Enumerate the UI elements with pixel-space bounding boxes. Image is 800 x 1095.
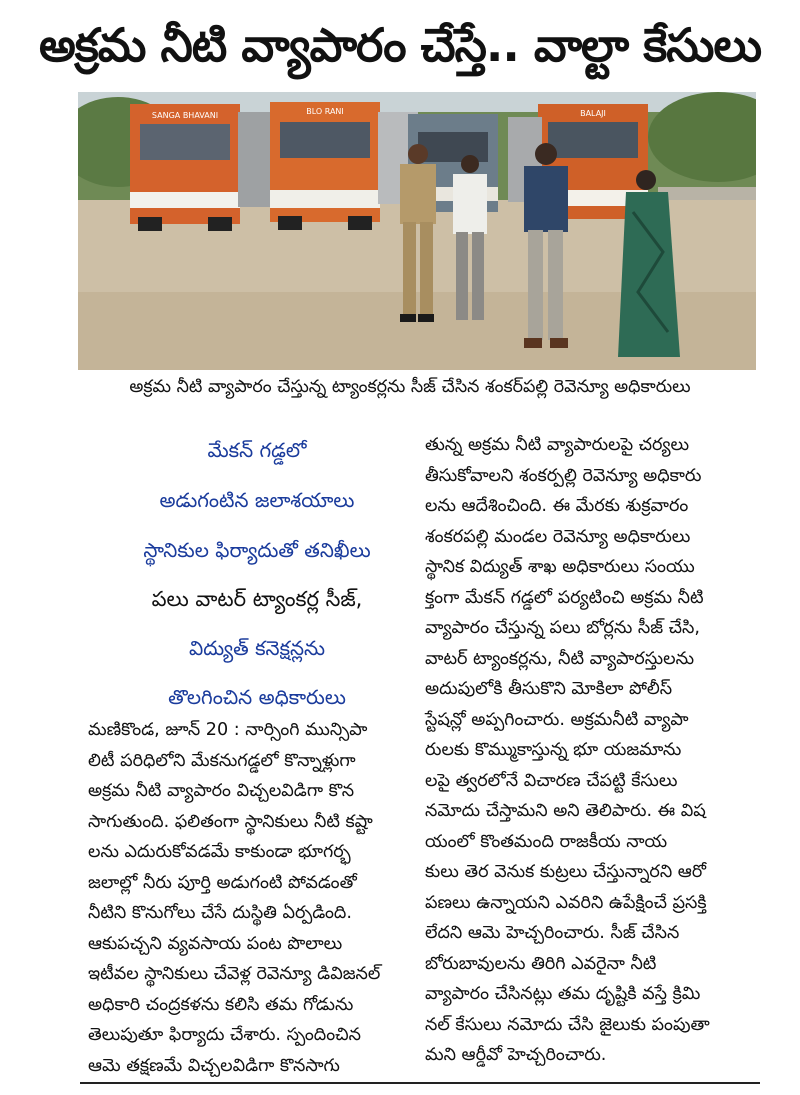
article-column-right: [425, 430, 760, 1071]
text-line: అదుపులోకి తీసుకొని మోకిలా పోలీస్: [425, 679, 673, 699]
subhead-2: అడుగంటిన జలాశయాలు: [159, 488, 355, 512]
text-line: స్థానిక విద్యుత్ శాఖ అధికారులు సంయు: [425, 557, 695, 577]
subhead-5: విద్యుత్ కనెక్షన్లను: [188, 636, 326, 660]
text-line: కులు తెర వెనుక కుట్రలు చేస్తున్నారని ఆరో: [425, 862, 706, 882]
text-line: నల్ కేసులు నమోదు చేసి జైలుకు పంపుతా: [425, 1014, 710, 1035]
news-photo: [78, 92, 756, 370]
truck-plate-text: BALAJI: [580, 109, 606, 118]
truck-plate-text: SANGA BHAVANI: [151, 111, 219, 120]
text-line: పణలు ఉన్నాయని ఎవరిని ఉపేక్షించే ప్రసక్తి: [425, 892, 707, 913]
text-line: ఇటీవల స్థానికులు చేవెళ్ల రెవెన్యూ డివిజనల్: [88, 964, 381, 984]
text-line: తున్న అక్రమ నీటి వ్యాపారులపై చర్యలు: [425, 435, 690, 455]
text-line: శంకరపల్లి మండల రెవెన్యూ అధికారులు: [425, 526, 691, 547]
text-line: తెలుపుతూ ఫిర్యాదు చేశారు. స్పందించిన: [88, 1025, 361, 1045]
subhead-3: స్థానికుల ఫిర్యాదుతో తనిఖీలు: [143, 538, 371, 562]
text-line: అధికారి చంద్రకళను కలిసి తమ గోడును: [88, 994, 354, 1015]
text-line: లపై త్వరలోనే విచారణ చేపట్టి కేసులు: [425, 770, 678, 791]
photo-illustration: [78, 92, 756, 370]
bottom-divider: [80, 1082, 760, 1084]
text-line: నీటిని కొనుగోలు చేసే దుస్థితి ఏర్పడింది.: [88, 903, 352, 923]
text-line: వాటర్ ట్యాంకర్లను, నీటి వ్యాపారస్తులను: [425, 648, 695, 669]
text-line: లేదని ఆమె హెచ్చరించారు. సీజ్ చేసిన: [425, 923, 680, 943]
text-line: వ్యాపారం చేసినట్లు తమ దృష్టికి వస్తే క్రిమి: [425, 984, 701, 1004]
text-line: తీసుకోవాలని శంకర్పల్లి రెవెన్యూ అధికారు: [425, 465, 702, 486]
text-line: ఆమె తక్షణమే విచ్చలవిడిగా కొనసాగు: [88, 1055, 340, 1076]
subhead-6: తొలగించిన అధికారులు: [168, 685, 346, 709]
text-line: లను ఎదురుకోవడమే కాకుండా భూగర్భ: [88, 842, 351, 862]
text-line: యంలో కొంతమంది రాజకీయ నాయ: [425, 831, 668, 852]
text-line: లిటీ పరిధిలోని మేకనుగడ్డలో కొన్నాళ్లుగా: [88, 750, 356, 771]
photo-caption: అక్రమ నీటి వ్యాపారం చేస్తున్న ట్యాంకర్లను సీజ్ చేసిన శంకర్‌పల్లి రెవెన్యూ అధికారులు: [129, 377, 691, 397]
text-line: బోరుబావులను తిరిగి ఎవరైనా నీటి: [425, 953, 657, 974]
text-line: మణికొండ, జూన్ 20 : నార్సింగి మున్సిపా: [88, 720, 368, 740]
subhead-4: పలు వాటర్ ట్యాంకర్ల సీజ్,: [151, 587, 363, 611]
text-line: వ్యాపారం చేస్తున్న పలు బోర్లను సీజ్ చేసి,: [425, 618, 700, 638]
text-line: రులకు కొమ్ముకాస్తున్న భూ యజమాను: [425, 740, 682, 760]
text-line: సాగుతుంది. ఫలితంగా స్థానికులు నీటి కష్టా: [88, 811, 373, 832]
truck-plate-text: BLO RANI: [306, 107, 344, 116]
text-line: లను ఆదేశించింది. ఈ మేరకు శుక్రవారం: [425, 496, 689, 516]
text-line: నమోదు చేస్తామని అని తెలిపారు. ఈ విష: [425, 801, 706, 821]
text-line: ఆకుపచ్చని వ్యవసాయ పంట పొలాలు: [88, 933, 343, 954]
text-line: మని ఆర్డీవో హెచ్చరించారు.: [425, 1045, 607, 1065]
text-line: అక్రమ నీటి వ్యాపారం విచ్చలవిడిగా కొన: [88, 781, 355, 801]
article-column-left: [88, 715, 413, 1081]
headline: అక్రమ నీటి వ్యాపారం చేస్తే.. వాల్టా కేసులు: [39, 18, 761, 72]
text-line: క్తంగా మేకన్ గడ్డలో పర్యటించి అక్రమ నీటి: [425, 587, 704, 608]
text-line: జలాల్లో నీరు పూర్తి అడుగంటి పోవడంతో: [88, 872, 357, 893]
subhead-1: మేకన్ గడ్డలో: [207, 438, 307, 462]
text-line: స్టేషన్లో అప్పగించారు. అక్రమనీటి వ్యాపా: [425, 709, 689, 730]
